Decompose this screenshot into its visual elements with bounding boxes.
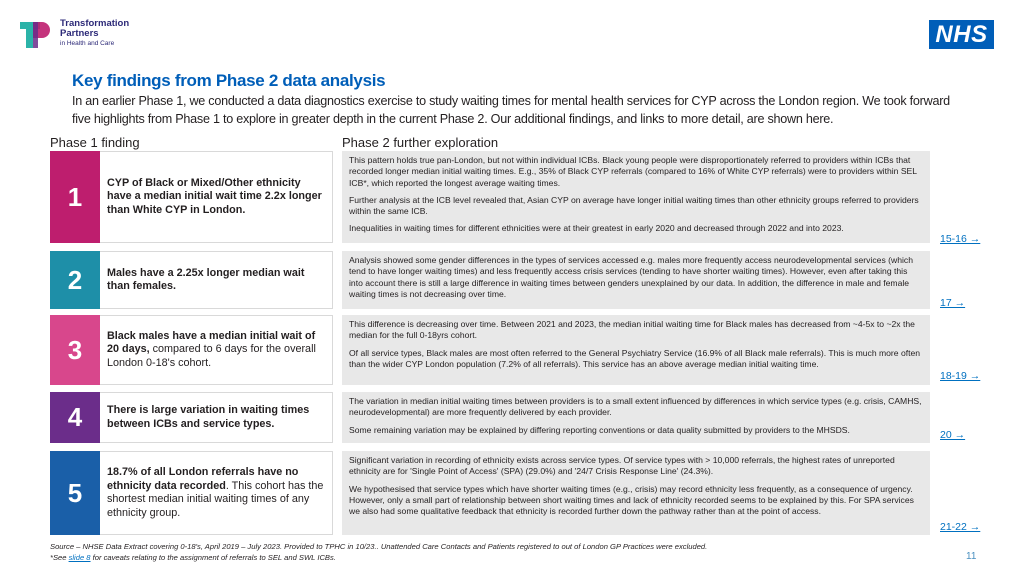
phase1-finding-4 (100, 392, 333, 443)
exploration-paragraph: The variation in median initial waiting times between providers is to a small extent influenced by differences in which service types (e.g. crisis, CAMHS, neurodevelopmental) are more frequently delivered by each provider. (349, 396, 922, 418)
phase1-finding-1 (100, 151, 333, 243)
exploration-paragraph: Analysis showed some gender differences in the types of services accessed e.g. males more frequently access neurodevelopmental services (which tend to have longer waiting times) and less frequently access crisis services (tending to have shorter waiting times). However, even after taking this into account there is still a large difference in waiting times between genders unexplained by our data. In addition, the difference in male and female waiting times is not decreasing over time. (349, 255, 913, 299)
exploration-paragraph: This difference is decreasing over time. Between 2021 and 2023, the median initial waiting time for Black males has decreased from ~4-5x to ~2x the median for the full 0-18yrs cohort. (349, 319, 915, 341)
tphc-logo (20, 19, 160, 51)
detail-link-4[interactable]: 20 → (940, 429, 966, 441)
finding-number-3: 3 (50, 315, 100, 385)
exploration-paragraph: Of all service types, Black males are most often referred to the General Psychiatry Service (16.9% of all Black male referrals). This is much more often than the wider CYP London population (7.2% of all referrals). This service has an above average median initial waiting time. (349, 347, 921, 369)
caveat-suffix: for caveats relating to the assignment of referrals to SEL and SWL ICBs. (90, 552, 336, 562)
exploration-paragraph: Further analysis at the ICB level revealed that, Asian CYP on average have longer initial waiting times than other ethnicity groups referred to providers within the same ICB. (349, 194, 919, 217)
exploration-paragraph: Some remaining variation may be explained by differing reporting conventions or data quality submitted by providers to the MHSDS. (349, 424, 850, 435)
finding-number-4: 4 (50, 392, 100, 443)
exploration-paragraph: We hypothesised that service types which have shorter waiting times (e.g., crisis) may record ethnicity less frequently, as a consequence of urgency. However, only a small part of relationship between short waiting times and lack of ethnicity recorded seems to be explained by this. For SPA services we also had some qualitative feedback that ethnicity is recorded further down the pathway rather than at the point of access. (349, 483, 914, 517)
phase1-finding-3 (100, 315, 333, 385)
finding-bold-1: CYP of Black or Mixed/Other ethnicity have a median initial wait time 2.2x longer than White CYP in London. (107, 176, 322, 216)
intro-text: In an earlier Phase 1, we conducted a data diagnostics exercise to study waiting times for mental health services for CYP across the London region. We took forward five highlights from Phase 1 to explore in greater depth in the current Phase 2. Our additional findings, and links to more detail, are shown here. (72, 94, 950, 126)
exploration-paragraph: Significant variation in recording of ethnicity exists across service types. Of service types with > 10,000 referrals, the highest rates of unreported ethnicity are for 'Single Point of Access' (SPA) (29.0%) and '24/7 Crisis Response Line' (24.3%). (349, 455, 895, 477)
phase1-finding-2 (100, 251, 333, 309)
phase1-header: Phase 1 finding (50, 135, 140, 150)
logo-wordmark (60, 19, 129, 48)
detail-link-1[interactable]: 15-16 → (940, 233, 981, 245)
phase2-exploration-5 (342, 451, 930, 535)
finding-bold-3: Black males have a median initial wait of 20 days, (107, 329, 316, 356)
phase2-exploration-1 (342, 151, 930, 243)
finding-bold-4: There is large variation in waiting times between ICBs and service types. (107, 404, 310, 430)
finding-rest-3: compared to 6 days for the overall London 0-18's cohort. (107, 343, 316, 369)
detail-link-5[interactable]: 21-22 → (940, 521, 981, 533)
exploration-paragraph: Inequalities in waiting times for different ethnicities were at their greatest in early 2020 and decreased through 2022 and into 2023. (349, 223, 844, 234)
tphc-logo-icon (20, 20, 52, 50)
finding-bold-5: 18.7% of all London referrals have no ethnicity data recorded (107, 466, 299, 492)
finding-number-5: 5 (50, 451, 100, 535)
source-note: Source – NHSE Data Extract covering 0-18's, April 2019 – July 2023. Provided to TPHC in 10/23.. Unattended Care Contacts and Patients registered to out of London GP Practices were excluded. (50, 542, 708, 551)
phase2-header: Phase 2 further exploration (342, 135, 499, 150)
phase1-finding-5 (100, 451, 333, 535)
caveat-prefix: *See (50, 552, 69, 562)
detail-link-2[interactable]: 17 → (940, 297, 966, 309)
finding-number-2: 2 (50, 251, 100, 309)
logo-line3: in Health and Care (60, 40, 115, 47)
page-number: 11 (966, 551, 977, 562)
finding-rest-5: . This cohort has the shortest median initial waiting times of any ethnicity group. (107, 479, 324, 519)
exploration-paragraph: This pattern holds true pan-London, but not within individual ICBs. Black young people were disproportionately referred to providers within ICBs that recorded longer median initial waiting times. E.g., 35% of Black CYP referrals (compared to 16% of White CYP referrals) were to providers within SEL ICB*, which reported the longest average waiting times. (349, 155, 917, 188)
finding-number-1: 1 (50, 151, 100, 243)
logo-line2: Partners (60, 28, 99, 39)
caveat-note (50, 553, 707, 564)
logo-line1: Transformation (60, 18, 130, 29)
page-title: Key findings from Phase 2 data analysis (72, 71, 386, 90)
footer-notes (50, 542, 707, 563)
slide-8-link[interactable]: slide 8 (68, 552, 91, 562)
phase2-exploration-2 (342, 251, 930, 309)
phase2-exploration-3 (342, 315, 930, 385)
phase2-exploration-4 (342, 392, 930, 443)
finding-bold-2: Males have a 2.25x longer median wait than females. (107, 266, 305, 292)
detail-link-3[interactable]: 18-19 → (940, 370, 981, 382)
nhs-logo: NHS (929, 20, 994, 49)
